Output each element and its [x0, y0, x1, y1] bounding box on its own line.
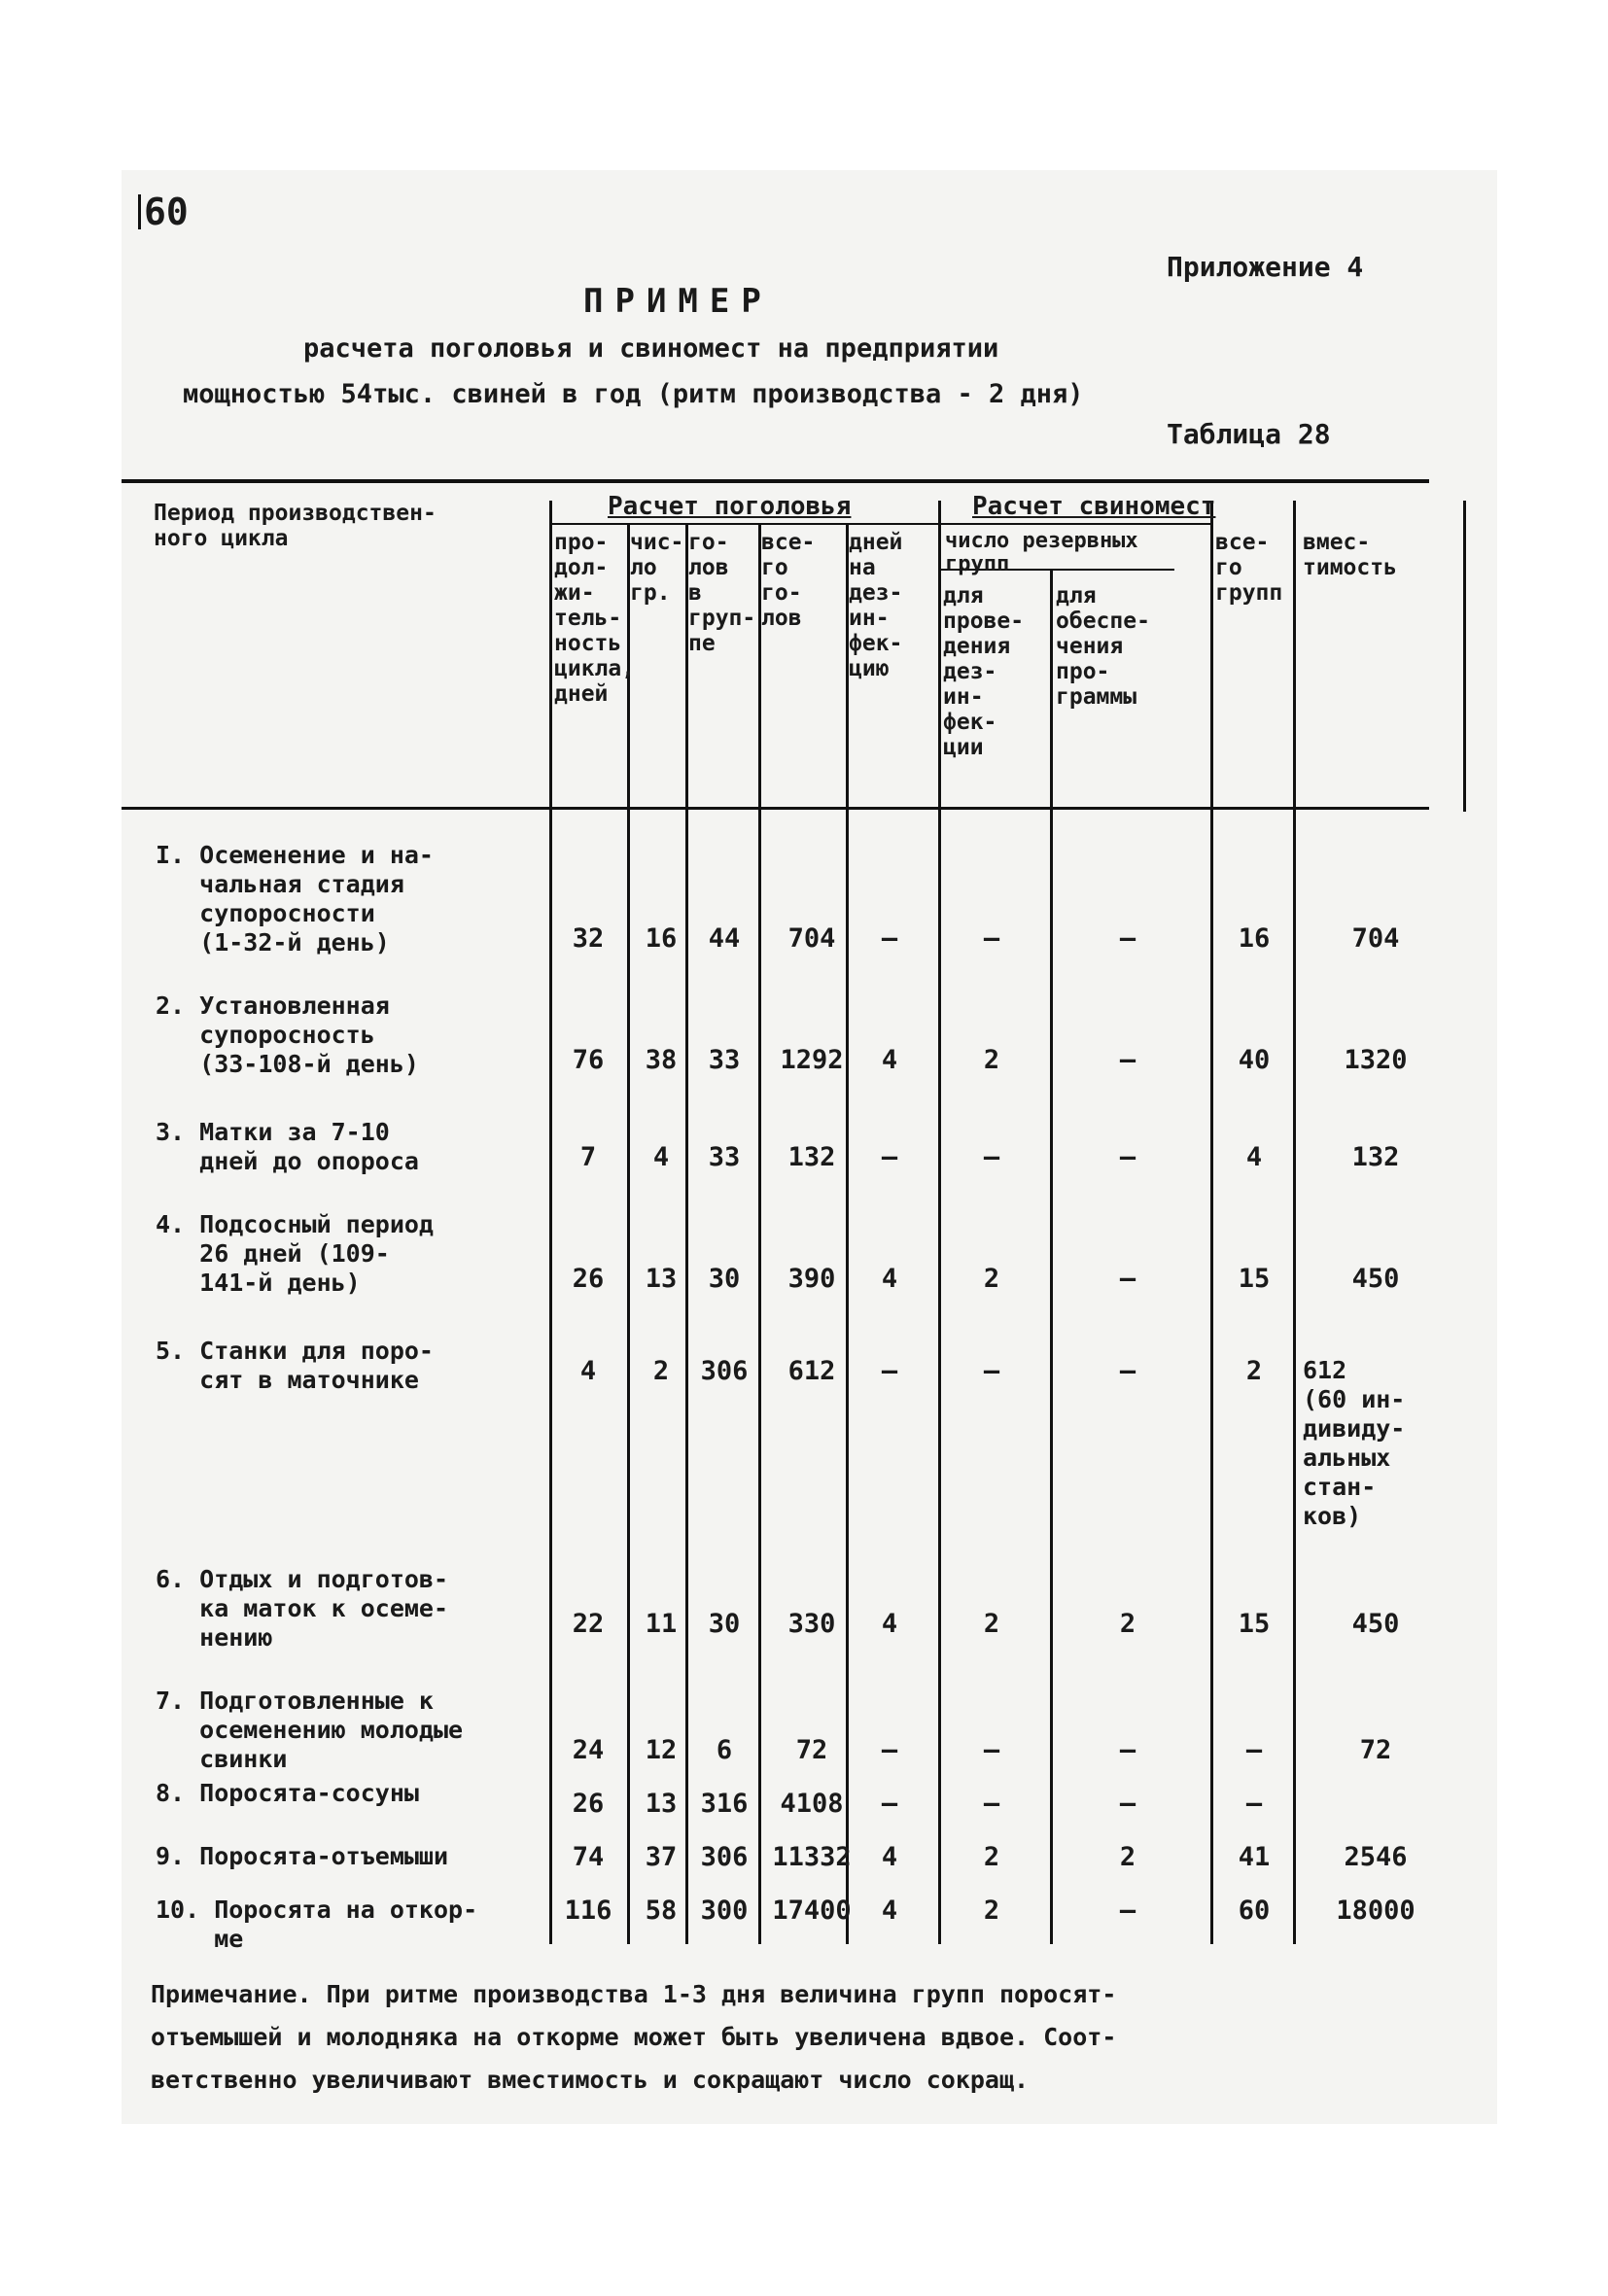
table-cell: 30 — [708, 1264, 741, 1294]
table-cell: 4 — [652, 1142, 670, 1172]
table-cell: 132 — [1351, 1142, 1400, 1172]
header-reserve-disinfection: для прове- дения дез- ин- фек- ции — [943, 583, 1025, 760]
table-cell: 306 — [700, 1356, 749, 1386]
table-cell: — — [881, 1789, 898, 1819]
header-capacity: вмес- тимость — [1303, 530, 1397, 580]
row-label: 4. Подсосный период 26 дней (109- 141-й день) — [156, 1210, 434, 1297]
table-cell: 300 — [700, 1896, 749, 1926]
header-days-disinfection: дней на дез- ин- фек- цию — [849, 530, 903, 681]
table-cell: — — [881, 1356, 898, 1386]
table-cell: 2 — [983, 1264, 1000, 1294]
table-cell: 30 — [708, 1609, 741, 1639]
table-cell: 2 — [1245, 1356, 1263, 1386]
table-cell: 330 — [787, 1609, 836, 1639]
table-cell: 4 — [881, 1842, 898, 1872]
table-top-rule — [122, 479, 1429, 483]
table-cell: 306 — [700, 1842, 749, 1872]
table-cell: — — [881, 1142, 898, 1172]
table-cell: 26 — [572, 1789, 605, 1819]
note-line-1: Примечание. При ритме производства 1-3 дня величина групп поросят- — [151, 1980, 1117, 2008]
table-cell: 4 — [579, 1356, 597, 1386]
table-cell: — — [983, 1789, 1000, 1819]
header-total-head: все- го го- лов — [761, 530, 816, 631]
table-cell: — — [1245, 1789, 1263, 1819]
header-head-in-group: го- лов в груп- пе — [688, 530, 756, 656]
table-cell: 316 — [700, 1789, 749, 1819]
header-groups: чис- ло гр. — [630, 530, 684, 606]
table-cell: 18000 — [1336, 1896, 1416, 1926]
table-cell: 22 — [572, 1609, 605, 1639]
header-reserve-groups: число резервных групп — [945, 529, 1138, 576]
table-cell: — — [1119, 1789, 1136, 1819]
note-line-2: отъемышей и молодняка на откорме может быть увеличена вдвое. Соот- — [151, 2023, 1117, 2051]
page-number: 60 — [144, 191, 189, 233]
table-cell: 2 — [983, 1896, 1000, 1926]
table-cell: — — [983, 1142, 1000, 1172]
table-cell: 24 — [572, 1735, 605, 1765]
table-cell: — — [1119, 1142, 1136, 1172]
header-total-groups: все- го групп — [1215, 530, 1283, 606]
table-cell: 2 — [983, 1842, 1000, 1872]
subtitle-line-2: мощностью 54тыс. свиней в год (ритм производства - 2 дня) — [183, 379, 1084, 409]
table-cell: 26 — [572, 1264, 605, 1294]
col-divider — [1293, 501, 1296, 1944]
table-cell: 4 — [881, 1045, 898, 1075]
header-group-calc: Расчет поголовья — [608, 492, 852, 521]
table-cell: — — [1119, 1045, 1136, 1075]
table-cell: 7 — [579, 1142, 597, 1172]
table-cell: 2 — [1119, 1842, 1136, 1872]
table-cell: 2 — [983, 1609, 1000, 1639]
table-right-rule — [1463, 501, 1466, 812]
header-group-places: Расчет свиномест — [972, 492, 1216, 521]
col-divider — [1050, 569, 1053, 1944]
row-label: I. Осеменение и на- чальная стадия супоросности (1-32-й день) — [156, 841, 434, 957]
table-cell: 2 — [983, 1045, 1000, 1075]
table-cell: 13 — [645, 1264, 678, 1294]
table-number: Таблица 28 — [1167, 418, 1331, 450]
col-divider — [685, 525, 688, 1944]
table-cell: 450 — [1351, 1609, 1400, 1639]
table-cell: 612 (60 ин- дивиду- альных стан- ков) — [1303, 1356, 1406, 1530]
table-cell: 16 — [1238, 923, 1271, 954]
table-cell: 612 — [787, 1356, 836, 1386]
table-cell: 2546 — [1344, 1842, 1408, 1872]
table-cell: 390 — [787, 1264, 836, 1294]
row-label: 5. Станки для поро- сят в маточнике — [156, 1337, 434, 1394]
table-cell: 1292 — [780, 1045, 844, 1075]
subtitle-line-1: расчета поголовья и свиномест на предприятии — [303, 333, 999, 364]
table-cell: 13 — [645, 1789, 678, 1819]
table-cell: — — [1119, 1896, 1136, 1926]
table-cell: 11 — [645, 1609, 678, 1639]
table-cell: 11332 — [772, 1842, 852, 1872]
table-cell: — — [1119, 1735, 1136, 1765]
document-title: ПРИМЕР — [583, 282, 773, 321]
row-label: 7. Подготовленные к осеменению молодые свинки — [156, 1687, 464, 1773]
table-cell: — — [881, 1735, 898, 1765]
row-label: 6. Отдых и подготов- ка маток к осеме- нению — [156, 1565, 449, 1652]
table-cell: 76 — [572, 1045, 605, 1075]
table-cell: 2 — [652, 1356, 670, 1386]
table-cell: 704 — [1351, 923, 1400, 954]
table-cell: 116 — [564, 1896, 612, 1926]
header-duration: про- дол- жи- тель- ность цикла, дней — [554, 530, 636, 707]
table-cell: 72 — [795, 1735, 828, 1765]
table-cell: 6 — [716, 1735, 733, 1765]
col-divider — [1210, 501, 1213, 1944]
table-cell: 15 — [1238, 1264, 1271, 1294]
table-cell: 4 — [881, 1609, 898, 1639]
table-cell: 37 — [645, 1842, 678, 1872]
table-cell: 74 — [572, 1842, 605, 1872]
table-cell: 4108 — [780, 1789, 844, 1819]
header-period: Период производствен- ного цикла — [154, 501, 437, 551]
table-cell: 4 — [1245, 1142, 1263, 1172]
table-cell: 4 — [881, 1896, 898, 1926]
col-divider — [627, 525, 630, 1944]
table-cell: 12 — [645, 1735, 678, 1765]
row-label: 10. Поросята на откор- ме — [156, 1896, 478, 1953]
col-divider — [758, 525, 761, 1944]
header-reserve-program: для обеспе- чения про- граммы — [1056, 583, 1150, 710]
table-cell: 58 — [645, 1896, 678, 1926]
table-cell: 1320 — [1344, 1045, 1408, 1075]
col-divider — [846, 525, 849, 1944]
table-cell: 33 — [708, 1045, 741, 1075]
table-cell: 16 — [645, 923, 678, 954]
row-label: 2. Установленная супоросность (33-108-й день) — [156, 991, 419, 1078]
row-label: 3. Матки за 7-10 дней до опороса — [156, 1118, 419, 1175]
table-cell: 32 — [572, 923, 605, 954]
table-cell: — — [983, 1356, 1000, 1386]
table-cell: 132 — [787, 1142, 836, 1172]
table-cell: — — [881, 923, 898, 954]
table-cell: — — [983, 1735, 1000, 1765]
table-cell: — — [1119, 1356, 1136, 1386]
table-cell: 4 — [881, 1264, 898, 1294]
table-cell: 44 — [708, 923, 741, 954]
table-cell: 17400 — [772, 1896, 852, 1926]
table-cell: — — [1119, 923, 1136, 954]
table-cell: 15 — [1238, 1609, 1271, 1639]
table-cell: 72 — [1359, 1735, 1392, 1765]
table-cell: — — [983, 923, 1000, 954]
group-header-rule — [552, 523, 1213, 525]
table-cell: 40 — [1238, 1045, 1271, 1075]
table-cell: 33 — [708, 1142, 741, 1172]
appendix-label: Приложение 4 — [1167, 251, 1364, 283]
table-cell: 450 — [1351, 1264, 1400, 1294]
table-cell: — — [1245, 1735, 1263, 1765]
table-cell: — — [1119, 1264, 1136, 1294]
row-label: 9. Поросята-отъемыши — [156, 1842, 449, 1870]
table-header-rule — [122, 807, 1429, 810]
page-number-bar — [138, 194, 141, 229]
col-divider — [938, 501, 941, 1944]
note-line-3: ветственно увеличивают вместимость и сокращают число сокращ. — [151, 2066, 1030, 2094]
table-cell: 38 — [645, 1045, 678, 1075]
table-cell: 704 — [787, 923, 836, 954]
table-cell: 41 — [1238, 1842, 1271, 1872]
row-label: 8. Поросята-сосуны — [156, 1779, 419, 1807]
table-cell: 60 — [1238, 1896, 1271, 1926]
col-divider — [549, 501, 552, 1944]
table-cell: 2 — [1119, 1609, 1136, 1639]
